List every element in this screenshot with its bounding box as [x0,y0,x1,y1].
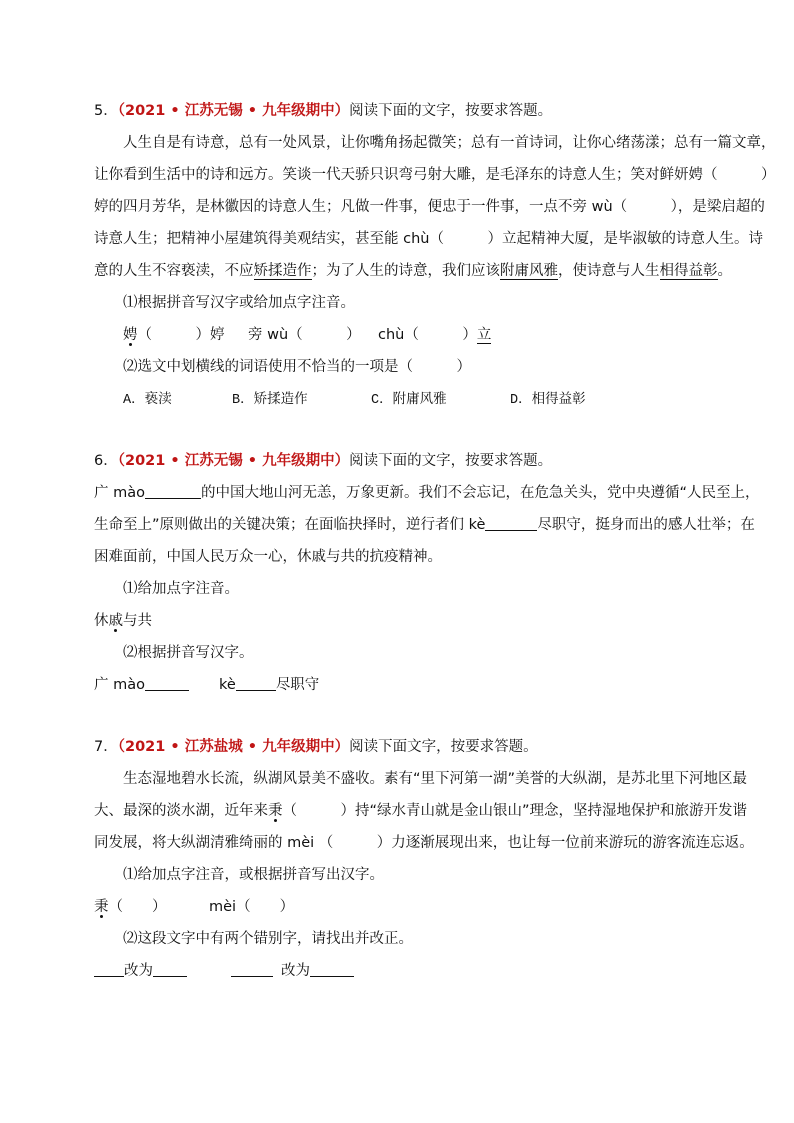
q6-header: 6．（2021 • 江苏无锡 • 九年级期中）阅读下面的文字，按要求答题。 [94,453,553,469]
q6-para-line-2: 生命至上”原则做出的关键决策；在面临抉择时，逆行者们 kè 尽职守，挺身而出的感人壮举；在 [94,517,755,533]
option-d[interactable]: D．相得益彰 [510,393,586,408]
q5-para-line-3: 婷的四月芳华，是林徽因的诗意人生；凡做一件事，便忠于一件事，一点不旁 wù（ ），是梁启超的 [94,199,765,215]
answer-blank-mao[interactable] [145,675,189,691]
q7-corrections: 改为 改为 [94,955,734,987]
blank-ke-inline [485,515,537,531]
option-a[interactable]: A．亵渎 [123,393,172,408]
answer-pingting[interactable]: 娉（ ）婷 [123,327,225,343]
q6-sub-question-1: ⑴给加点字注音。 [123,581,239,597]
q5-para-line-5: 意的人生不容亵渎，不应矫揉造作；为了人生的诗意，我们应该附庸风雅，使诗意与人生相得益彰。 [94,263,732,279]
q5-para-line-2: 让你看到生活中的诗和远方。笑谈一代天骄只识弯弓射大雕，是毛泽东的诗意人生；笑对鲜妍娉（ ） [94,167,776,183]
q6-sub-question-2: ⑵根据拼音写汉字。 [123,645,254,661]
correct-char-blank-2[interactable] [310,961,354,977]
answer-mei[interactable]: mèi（ ） [209,899,295,915]
underlined-word-3: 相得益彰 [659,263,718,279]
wrong-char-blank-1[interactable] [94,961,124,977]
question-5 [94,95,776,415]
q6-para-line-3: 困难面前，中国人民万众一心，休戚与共的抗疫精神。 [94,549,442,565]
q5-sub1-answers [94,319,734,351]
q5-para-line-1: 人生自是有诗意，总有一处风景，让你嘴角扬起微笑；总有一首诗词，让你心绪荡漾；总有一篇文章， [123,135,776,151]
question-7 [94,731,754,987]
q5-source: （2021 • 江苏无锡 • 九年级期中） [117,103,350,119]
answer-chu[interactable]: chù（ ）立 [378,327,492,343]
q6-number: 6 [94,453,104,469]
wrong-char-blank-2[interactable] [231,961,273,977]
answer-bing[interactable]: 秉（ ） [94,899,167,915]
answer-blank-ke[interactable] [236,675,276,691]
q5-options [94,383,734,415]
q5-sub-question-2: ⑵选文中划横线的词语使用不恰当的一项是（ ） [123,359,471,375]
q5-sub-question-1: ⑴根据拼音写汉字或给加点字注音。 [123,295,355,311]
q5-instruction: 阅读下面的文字，按要求答题。 [349,103,553,119]
option-c[interactable]: C．附庸风雅 [371,393,447,408]
correct-char-blank-1[interactable] [153,961,187,977]
q7-para-line-3: 同发展，将大纵湖清雅绮丽的 mèi （ ）力逐渐展现出来，也让每一位前来游玩的游客流连忘返。 [94,835,754,851]
q7-para-line-2: 大、最深的淡水湖，近年来秉（ ）持“绿水青山就是金山银山”理念，坚持湿地保护和旅游开发谐 [94,803,748,819]
answer-wu[interactable]: 旁 wù（ ） [248,327,361,343]
q7-sub-question-2: ⑵这段文字中有两个错别字，请找出并改正。 [123,931,413,947]
q7-sub-question-1: ⑴给加点字注音，或根据拼音写出汉字。 [123,867,384,883]
q7-instruction: 阅读下面文字，按要求答题。 [349,739,538,755]
underlined-word-1: 矫揉造作 [253,263,312,279]
q6-para-line-1: 广 mào 的中国大地山河无恙，万象更新。我们不会忘记，在危急关头，党中央遵循“人民至上， [94,485,760,501]
dotted-char-bing: 秉 [268,803,283,819]
q6-word: 休戚与共 [94,613,152,629]
underlined-word-2: 附庸风雅 [500,263,558,279]
q7-number: 7 [94,739,104,755]
q6-instruction: 阅读下面的文字，按要求答题。 [349,453,553,469]
q5-number: 5 [94,103,104,119]
q6-source: （2021 • 江苏无锡 • 九年级期中） [117,453,350,469]
dotted-char-qi: 戚 [108,613,123,629]
q5-header: 5．（2021 • 江苏无锡 • 九年级期中）阅读下面的文字，按要求答题。 [94,103,553,119]
question-6 [94,445,760,701]
blank-mao-inline [145,483,201,499]
option-b[interactable]: B．矫揉造作 [232,393,308,408]
q6-answers: 广 mào kè 尽职守 [94,677,320,693]
q7-header: 7．（2021 • 江苏盐城 • 九年级期中）阅读下面文字，按要求答题。 [94,739,538,755]
q7-para-line-1: 生态湿地碧水长流，纵湖风景美不盛收。素有“里下河第一湖”美誉的大纵湖，是苏北里下河地区最 [123,771,748,787]
q7-source: （2021 • 江苏盐城 • 九年级期中） [117,739,350,755]
q5-para-line-4: 诗意人生；把精神小屋建筑得美观结实，甚至能 chù（ ）立起精神大厦，是毕淑敏的诗意人生。诗 [94,231,763,247]
q7-sub1-answers [94,891,734,923]
